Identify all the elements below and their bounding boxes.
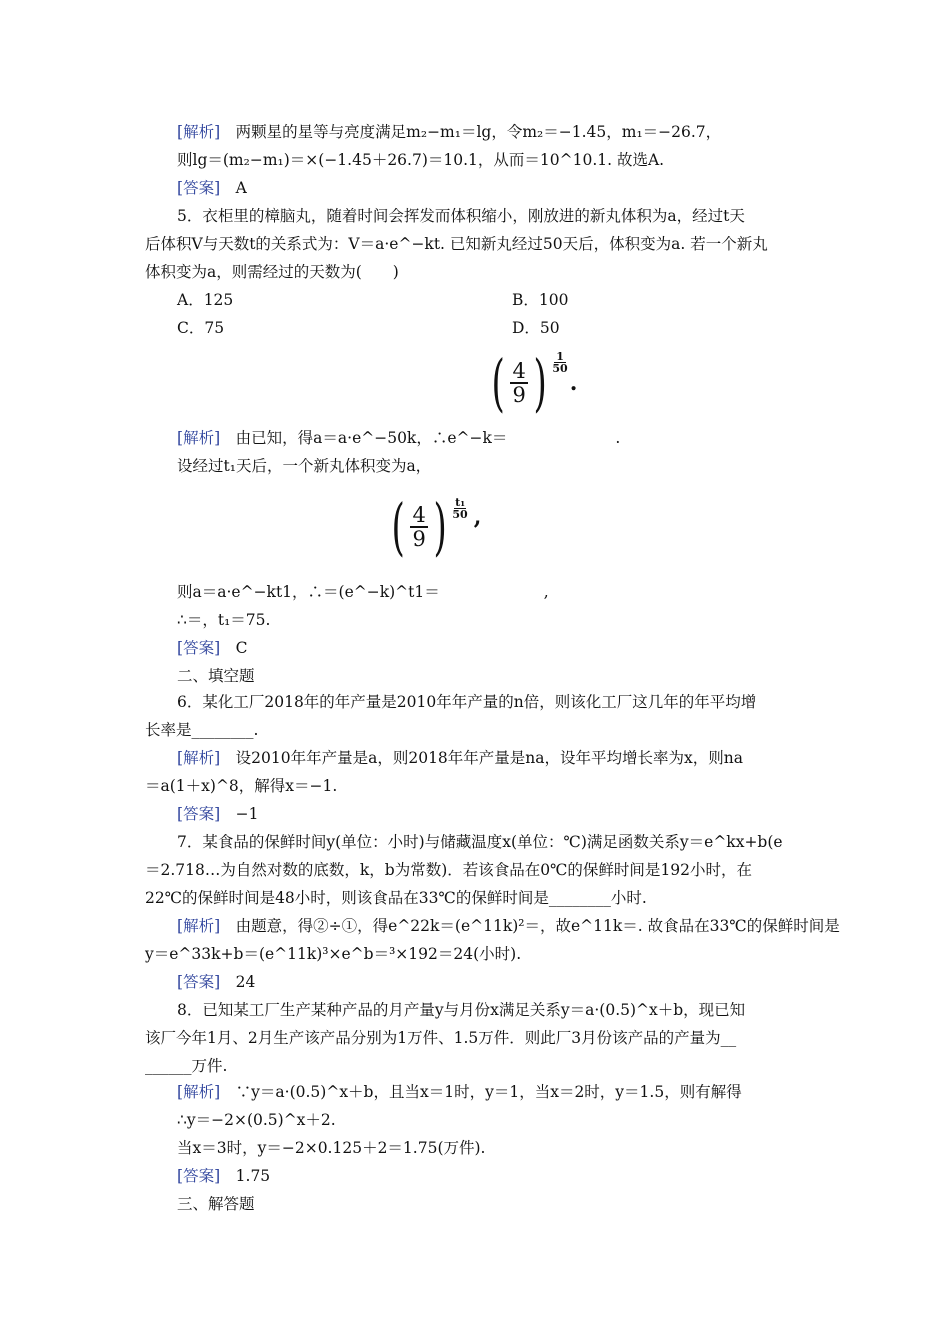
solution-line: [ 解析 ] 由题意，得②÷①，得e^22k＝(e^11k)²＝，故e^11k＝. 故食品在33℃的保鲜时间是 <box>177 916 840 936</box>
solution-text: 两颗星的星等与亮度满足m₂−m₁＝lg，令m₂＝−1.45，m₁＝−26.7， <box>235 123 722 141</box>
fraction-formula-1: ( $\frac{4}{9}$ ) 1 50 . <box>491 346 578 419</box>
answer-line: [ 答案 ] −1 <box>177 804 259 824</box>
analysis-tag: [ 解析 ] <box>177 429 220 447</box>
answer-line <box>177 178 247 198</box>
solution-line: 则a＝a·e^−kt1，∴＝(e^−k)^t1＝ , <box>177 583 549 601</box>
question-7-line: 22℃的保鲜时间是48小时，则该食品在33℃的保鲜时间是________小时. <box>145 889 647 907</box>
answer-tag: [ 答案 ] <box>177 639 220 657</box>
solution-line: ＝a(1＋x)^8，解得x＝−1. <box>145 777 338 795</box>
analysis-tag: [ 解析 ] <box>177 1083 220 1101</box>
solution-line: 则lg＝(m₂−m₁)＝×(−1.45＋26.7)＝10.1，从而＝10^10.1. 故选A. <box>177 151 665 169</box>
option-b: B．100 <box>512 291 569 309</box>
solution-line: 当x＝3时，y＝−2×0.125＋2＝1.75(万件). <box>177 1139 486 1157</box>
solution-line: y＝e^33k+b＝(e^11k)³×e^b＝³×192＝24(小时). <box>145 945 522 963</box>
option-a: A．125 <box>177 291 234 309</box>
answer-tag: [ 答案 ] <box>177 179 220 197</box>
question-5-line: 体积变为a，则需经过的天数为( ) <box>145 263 399 281</box>
question-7-line: 7．某食品的保鲜时间y(单位：小时)与储藏温度x(单位：℃)满足函数关系y＝e^kx+b(e <box>177 833 783 851</box>
solution-line: [ 解析 ] 设2010年年产量是a，则2018年年产量是na，设年平均增长率为x，则na <box>177 748 743 768</box>
analysis-tag: [ 解析 ] <box>177 123 220 141</box>
solution-line: [ 解析 ] 由已知，得a＝a·e^−50k，∴e^−k＝ . <box>177 428 620 448</box>
answer-tag: [ 答案 ] <box>177 973 220 991</box>
answer-tag: [ 答案 ] <box>177 805 220 823</box>
question-8-line: 该厂今年1月、2月生产该产品分别为1万件、1.5万件．则此厂3月份该产品的产量为__ <box>145 1029 737 1047</box>
section-heading: 二、填空题 <box>177 667 255 685</box>
answer-tag: [ 答案 ] <box>177 1167 220 1185</box>
analysis-tag: [ 解析 ] <box>177 749 220 767</box>
solution-line: [ 解析 ] ∵y＝a·(0.5)^x＋b，且当x＝1时，y＝1，当x＝2时，y＝1.5，则有解得 <box>177 1082 742 1102</box>
answer-line: [ 答案 ] C <box>177 638 248 658</box>
solution-line <box>177 122 721 142</box>
question-8-line: 8．已知某工厂生产某种产品的月产量y与月份x满足关系y＝a·(0.5)^x＋b，现已知 <box>177 1001 746 1019</box>
answer-value: A <box>235 179 247 197</box>
option-d: D．50 <box>512 319 560 337</box>
solution-line: ∴＝，t₁＝75. <box>177 611 271 629</box>
analysis-tag: [ 解析 ] <box>177 917 220 935</box>
solution-line: 设经过t₁天后，一个新丸体积变为a， <box>177 457 432 475</box>
fraction-formula-2: ( $\frac{4}{9}$ ) t₁ 50 , <box>391 490 482 563</box>
answer-line: [ 答案 ] 1.75 <box>177 1166 270 1186</box>
question-6-line: 6．某化工厂2018年的年产量是2010年年产量的n倍，则该化工厂这几年的年平均增 <box>177 693 757 711</box>
solution-line: ∴y＝−2×(0.5)^x＋2. <box>177 1111 336 1129</box>
question-6-line: 长率是________. <box>145 721 259 739</box>
question-5-line: 后体积V与天数t的关系式为：V＝a·e^−kt. 已知新丸经过50天后，体积变为a. 若一个新丸 <box>145 235 768 253</box>
question-8-line: ______万件. <box>145 1057 228 1075</box>
question-7-line: ＝2.718…为自然对数的底数，k，b为常数)．若该食品在0℃的保鲜时间是192小时，在 <box>145 861 753 879</box>
question-5-line: 5．衣柜里的樟脑丸，随着时间会挥发而体积缩小，刚放进的新丸体积为a，经过t天 <box>177 207 745 225</box>
answer-line: [ 答案 ] 24 <box>177 972 255 992</box>
section-heading: 三、解答题 <box>177 1195 255 1213</box>
option-c: C．75 <box>177 319 225 337</box>
